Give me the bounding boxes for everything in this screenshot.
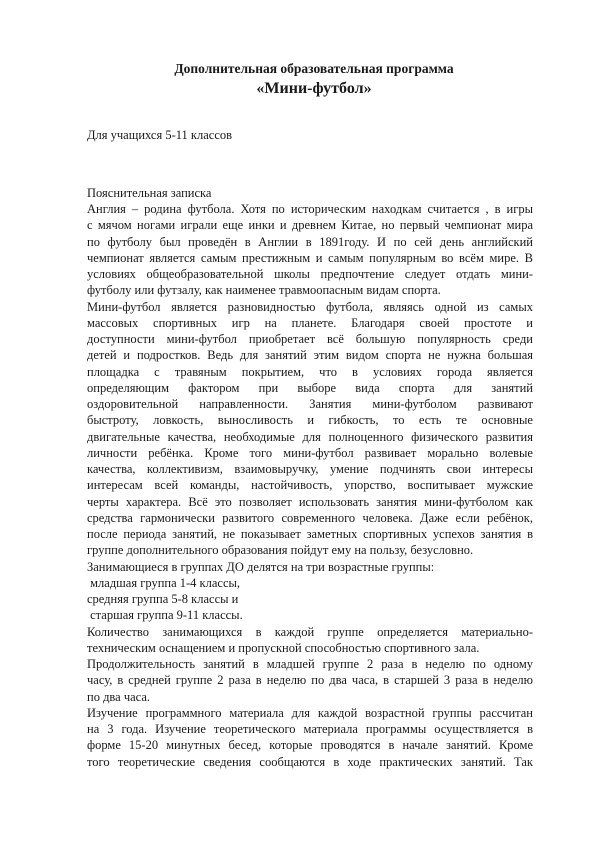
text-line: массовых спортивных игр на планете. Благодаря своей простоте и [87,315,533,330]
text-line: Количество занимающихся в каждой группе определяется материально- [87,624,533,639]
text-line: Продолжительность занятий в младшей группе 2 раза в неделю по одному [87,657,533,671]
text-line: площадка с травяным покрытием, что в условиях города является [87,364,533,379]
text-line: на 3 года. Изучение теоретического материала программы осуществляется в [87,722,533,736]
section-heading: Пояснительная записка [87,186,212,200]
text-line: форме 15-20 минутных бесед, которые проводятся в начале занятий. Кроме [87,738,533,753]
document-subtitle: «Мини-футбол» [256,80,372,97]
text-line: доступности мини-футбол приобретает всё большую популярность среди [87,332,533,346]
text-line: личности ребёнка. Кроме того мини-футбол развивает морально волевые [87,445,533,460]
text-line: Мини-футбол является разновидностью футбола, являясь одной из самых [87,299,533,314]
text-line: черты характера. Всё это позволяет использовать занятия мини-футболом как [87,494,533,509]
text-line: футболу или футзалу, как наименее травмоопасным видам спорта. [87,283,441,298]
audience-line: Для учащихся 5-11 классов [87,128,233,142]
text-line: старшая группа 9-11 классы. [87,608,243,623]
text-line: качества, коллективизм, взаимовыручку, умение подчинять свои интересы [87,462,533,476]
text-line: определяющим фактором при выборе вида спорта для занятий [87,380,533,395]
text-line: того теоретические сведения сообщаются в ходе практических занятий. Так [87,754,533,769]
text-line: по футболу был проведён в Англии в 1891году. И по сей день английский [87,234,533,249]
text-line: оздоровительной направленности. Занятия мини-футболом развивают [87,397,533,411]
body-text [87,201,533,770]
text-line: средства гармонически развитого современного человека. Даже если ребёнок, [87,510,533,525]
text-line: интересам всей команды, настойчивость, упорство, воспитывает мужские [87,478,533,493]
text-line: условиях общеобразовательной школы предпочтение следует отдать мини- [87,267,533,281]
text-line: быстроту, ловкость, выносливость и гибкость, то есть те основные [87,413,533,428]
text-line: средняя группа 5-8 классы и [87,592,239,606]
text-line: детей и подростков. Ведь для занятий этим видом спорта не нужна большая [87,348,533,363]
text-line: часу, в средней группе 2 раза в неделю по два часа, в старшей 3 раза в неделю [87,673,533,688]
text-line: Занимающиеся в группах ДО делятся на три возрастные группы: [87,559,435,574]
text-line: с мячом ногами играли еще инки и древнем Китае, но первый чемпионат мира [87,218,533,233]
document-title: Дополнительная образовательная программа [174,61,454,76]
text-line: группе дополнительного образования пойдут ему на пользу, безусловно. [87,543,474,558]
text-line: Изучение программного материала для каждой возрастной группы рассчитан [87,705,533,720]
text-line: техническим оснащением и пропускной способностью спортивного зала. [87,640,480,655]
text-line: чемпионат является самым престижным и самым популярным во всём мире. В [87,250,533,265]
text-line: Англия – родина футбола. Хотя по историческим находкам считается , в игры [87,202,533,216]
text-line: по два часа. [87,689,151,704]
text-line: после периода занятий, не показывает заметных спортивных успехов занятия в [87,527,533,541]
text-line: двигательные качества, необходимые для полноценного физического развития [87,429,533,444]
text-line: младшая группа 1-4 классы, [87,575,241,590]
